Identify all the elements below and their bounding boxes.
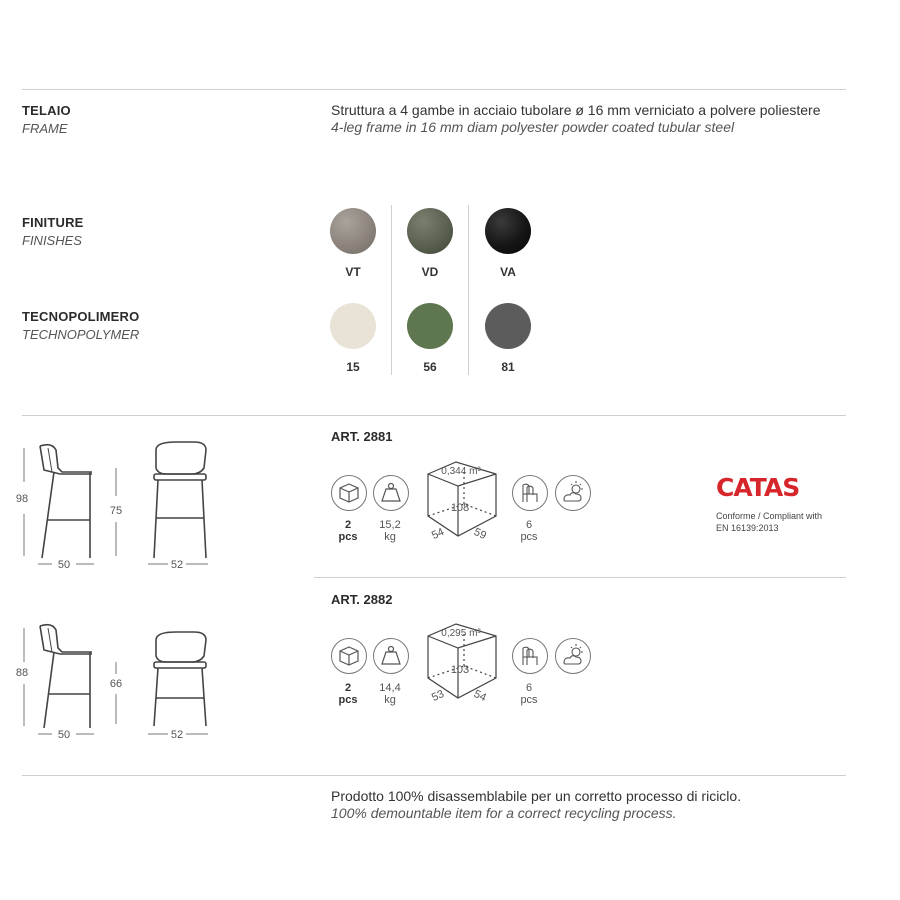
techno-code-15: 15 [346,360,360,374]
stackable-icon [512,638,548,674]
stool-front-view-2882 [104,618,216,742]
techno-swatch-56[interactable] [407,303,453,349]
box-depth-2882: 53 [429,687,447,705]
dim-height-2881: 98 [15,493,29,505]
swatch-separator [468,205,469,375]
box-volume-2881: 0,344 m³ [441,466,481,477]
weight-unit: kg [384,531,396,543]
stack-qty-value: 6 [525,682,533,694]
stack-qty-unit: pcs [520,531,538,543]
stack-qty-unit: pcs [520,694,538,706]
box-width-2881: 59 [471,525,489,543]
technopolymer-label-it: TECNOPOLIMERO [22,309,140,324]
finishes-label-en: FINISHES [22,233,82,248]
dim-height-2882: 88 [15,667,29,679]
pack-qty-unit: pcs [338,694,358,706]
frame-label-it: TELAIO [22,103,71,118]
stool-side-view-2881 [12,438,104,570]
techno-code-81: 81 [501,360,515,374]
recycle-note [331,788,741,821]
catas-compliance [716,510,822,534]
weight-icon [373,638,409,674]
finishes-label [22,215,84,248]
technopolymer-label-en: TECHNOPOLYMER [22,327,140,342]
weight-icon [373,475,409,511]
frame-label-en: FRAME [22,121,68,136]
dim-width-2881: 52 [170,559,184,570]
pack-qty-value: 2 [344,519,352,531]
frame-text-it: Struttura a 4 gambe in acciaio tubolare ø 16 mm verniciato a polvere poliestere [331,102,821,118]
section-divider [22,415,846,416]
stack-qty-2881 [509,519,549,543]
finish-code-vd: VD [421,265,439,279]
weight-2882 [370,682,410,706]
dim-depth-2881: 50 [57,559,71,570]
pack-qty-2881 [328,519,368,543]
box-volume-2882: 0,295 m³ [441,628,481,639]
recycle-text-en: 100% demountable item for a correct recycling process. [331,805,677,821]
weight-unit: kg [384,694,396,706]
finish-swatch-vd[interactable] [407,208,453,254]
dim-seat-height-2882: 66 [109,678,123,690]
stool-side-view-2882 [12,618,104,742]
frame-label [22,103,71,136]
technopolymer-label [22,309,139,342]
box-depth-2881: 54 [429,525,447,543]
catas-logo: CATAS [716,473,800,502]
outdoor-weather-icon [555,475,591,511]
weight-value: 14,4 [379,682,401,694]
box-width-2882: 54 [471,687,489,705]
techno-swatch-81[interactable] [485,303,531,349]
top-divider [22,89,846,90]
dim-width-2882: 52 [170,729,184,741]
frame-description [331,102,820,135]
article-code-2882: ART. 2882 [331,592,393,607]
dim-depth-2882: 50 [57,729,71,741]
weight-2881 [370,519,410,543]
stool-front-view-2881 [104,438,216,570]
bottom-divider [22,775,846,776]
weight-value: 15,2 [379,519,401,531]
techno-code-56: 56 [423,360,437,374]
stack-qty-value: 6 [525,519,533,531]
pack-qty-value: 2 [344,682,352,694]
article-code-2881: ART. 2881 [331,429,393,444]
finishes-label-it: FINITURE [22,215,84,230]
box-height-2882: 103 [450,664,470,676]
recycle-text-it: Prodotto 100% disassemblabile per un corretto processo di riciclo. [331,788,742,804]
package-icon [331,638,367,674]
outdoor-weather-icon [555,638,591,674]
finish-code-va: VA [500,265,516,279]
swatch-separator [391,205,392,375]
pack-qty-2882 [328,682,368,706]
package-icon [331,475,367,511]
catas-line-2: EN 16139:2013 [716,523,779,533]
finish-swatch-vt[interactable] [330,208,376,254]
stack-qty-2882 [509,682,549,706]
finish-swatch-va[interactable] [485,208,531,254]
catas-line-1: Conforme / Compliant with [716,511,823,521]
dim-seat-height-2881: 75 [109,505,123,517]
finish-code-vt: VT [345,265,361,279]
stackable-icon [512,475,548,511]
pack-qty-unit: pcs [338,531,358,543]
frame-text-en: 4-leg frame in 16 mm diam polyester powder coated tubular steel [331,119,735,135]
article-divider [314,577,846,578]
techno-swatch-15[interactable] [330,303,376,349]
box-height-2881: 108 [450,502,470,514]
